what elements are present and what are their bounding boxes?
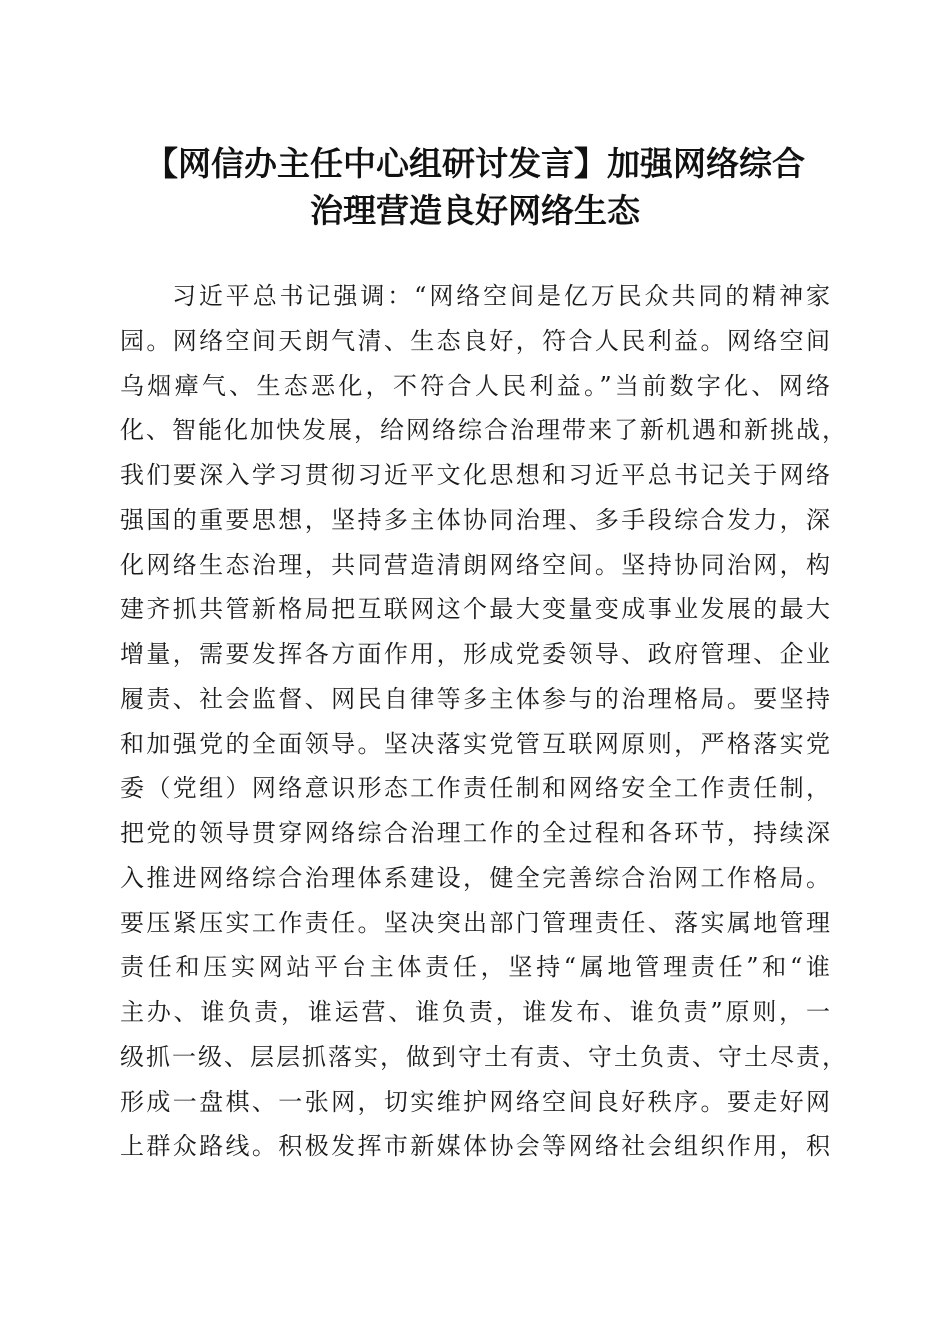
body-line: 乌烟瘴气、生态恶化，不符合人民利益。”当前数字化、网络	[120, 371, 832, 400]
body-line: 履责、社会监督、网民自律等多主体参与的治理格局。要坚持	[120, 684, 832, 713]
body-line: 主办、谁负责，谁运营、谁负责，谁发布、谁负责”原则，一	[120, 998, 832, 1026]
body-line: 园。网络空间天朗气清、生态良好，符合人民利益。网络空间	[120, 326, 832, 355]
body-line: 化网络生态治理，共同营造清朗网络空间。坚持协同治网，构	[120, 550, 832, 579]
body-line: 责任和压实网站平台主体责任，坚持“属地管理责任”和“谁	[120, 953, 832, 982]
document-title	[110, 140, 840, 234]
body-line: 入推进网络综合治理体系建设，健全完善综合治网工作格局。	[120, 863, 832, 892]
body-line: 强国的重要思想，坚持多主体协同治理、多手段综合发力，深	[120, 505, 832, 534]
body-paragraph	[120, 274, 848, 1169]
title-line-2: 治理营造良好网络生态	[310, 191, 640, 230]
body-line: 上群众路线。积极发挥市新媒体协会等网络社会组织作用，积	[120, 1132, 832, 1161]
body-line: 增量，需要发挥各方面作用，形成党委领导、政府管理、企业	[120, 640, 832, 668]
body-line: 我们要深入学习贯彻习近平文化思想和习近平总书记关于网络	[120, 461, 832, 489]
body-line: 要压紧压实工作责任。坚决突出部门管理责任、落实属地管理	[120, 908, 832, 937]
title-line-1: 【网信办主任中心组研讨发言】加强网络综合	[145, 144, 805, 183]
body-line: 级抓一级、层层抓落实，做到守土有责、守土负责、守土尽责，	[120, 1042, 848, 1071]
body-line: 建齐抓共管新格局把互联网这个最大变量变成事业发展的最大	[120, 595, 832, 624]
body-line: 形成一盘棋、一张网，切实维护网络空间良好秩序。要走好网	[120, 1087, 832, 1116]
body-line: 把党的领导贯穿网络综合治理工作的全过程和各环节，持续深	[120, 819, 832, 847]
body-line: 习近平总书记强调：“网络空间是亿万民众共同的精神家	[172, 282, 832, 310]
body-line: 委（党组）网络意识形态工作责任制和网络安全工作责任制，	[120, 774, 832, 803]
body-line: 化、智能化加快发展，给网络综合治理带来了新机遇和新挑战，	[120, 416, 848, 445]
body-line: 和加强党的全面领导。坚决落实党管互联网原则，严格落实党	[120, 729, 832, 758]
